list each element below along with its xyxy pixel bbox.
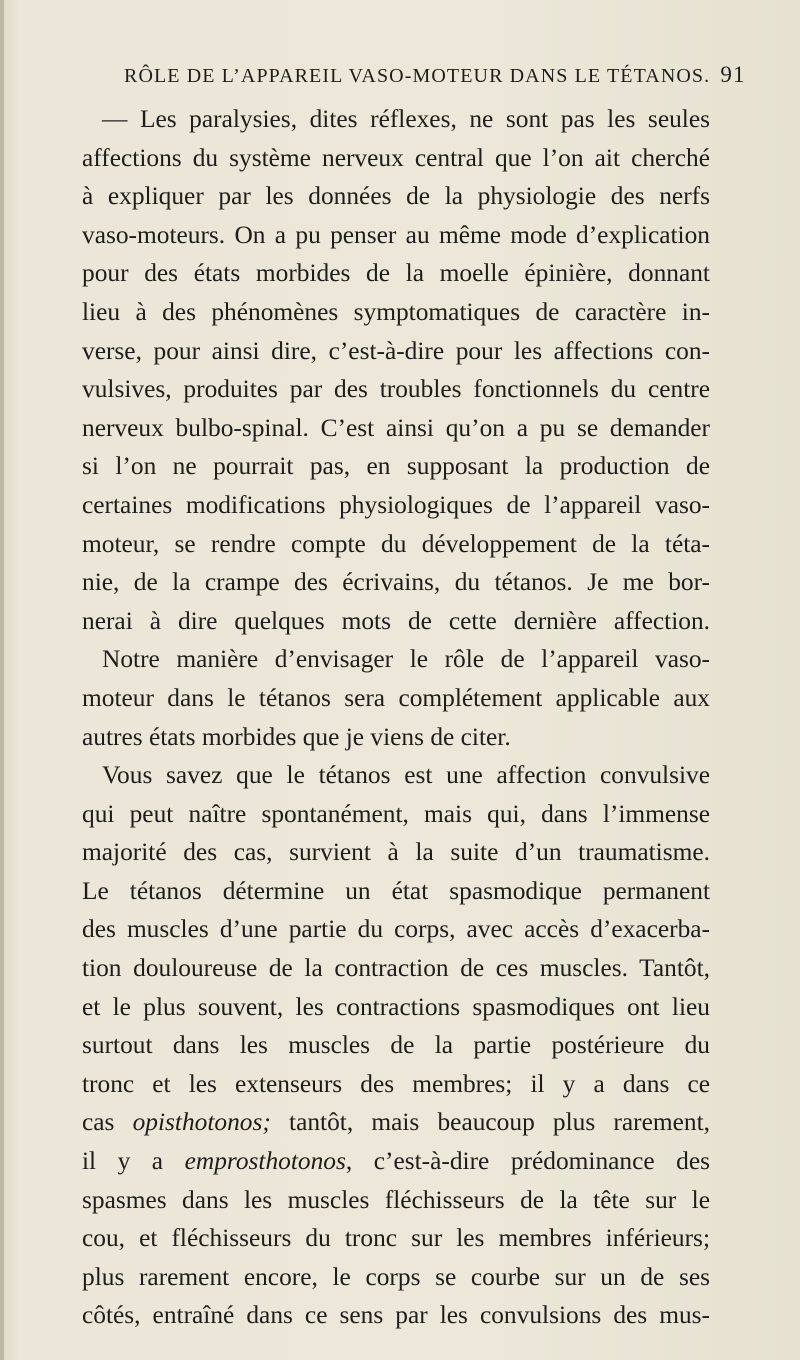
text-line: moteur dans le tétanos sera complétement applicable aux — [82, 683, 710, 712]
text-line — [82, 1103, 710, 1142]
running-header — [124, 62, 744, 88]
text-line: cou, et fléchisseurs du tronc sur les membres inférieurs; — [82, 1224, 710, 1253]
text-fragment: tantôt, mais beaucoup plus rarement, — [270, 1108, 710, 1137]
running-title: RÔLE DE L’APPAREIL VASO-MOTEUR DANS LE TÉTANOS. — [124, 65, 711, 87]
text-line: Notre manière d’envisager le rôle de l’appareil vaso- — [102, 645, 710, 674]
text-line: nerveux bulbo-spinal. C’est ainsi qu’on a pu se demander — [82, 413, 710, 442]
text-line: nie, de la crampe des écrivains, du tétanos. Je me bor- — [82, 568, 710, 597]
text-line: vulsives, produites par des troubles fonctionnels du centre — [82, 375, 710, 404]
italic-term: opisthotonos; — [132, 1108, 271, 1137]
text-fragment: il y a — [82, 1147, 185, 1176]
text-line: vaso-moteurs. On a pu penser au même mode d’explication — [82, 220, 710, 249]
text-line: et le plus souvent, les contractions spasmodiques ont lieu — [82, 992, 710, 1021]
text-line: — Les paralysies, dites réflexes, ne sont pas les seules — [102, 105, 710, 133]
text-line: tronc et les extenseurs des membres; il y a dans ce — [82, 1069, 710, 1098]
text-line: Le tétanos détermine un état spasmodique permanent — [82, 876, 710, 905]
text-line — [82, 1142, 710, 1181]
text-line: spasmes dans les muscles fléchisseurs de la tête sur le — [82, 1185, 710, 1214]
text-line: côtés, entraîné dans ce sens par les convulsions des mus- — [82, 1301, 710, 1330]
text-line: certaines modifications physiologiques de l’appareil vaso- — [82, 490, 710, 519]
italic-term: emprosthotonos — [184, 1147, 346, 1176]
text-line: affections du système nerveux central que l’on ait cherché — [82, 143, 710, 172]
text-line: plus rarement encore, le corps se courbe sur un de ses — [82, 1262, 710, 1291]
text-line: lieu à des phénomènes symptomatiques de caractère in- — [82, 297, 710, 326]
text-line: des muscles d’une partie du corps, avec accès d’exacerba- — [82, 915, 710, 944]
text-line: autres états morbides que je viens de citer. — [82, 722, 511, 751]
text-line: majorité des cas, survient à la suite d’un traumatisme. — [82, 838, 710, 867]
text-line: moteur, se rendre compte du développement de la téta- — [82, 529, 710, 558]
text-line: tion douloureuse de la contraction de ces muscles. Tantôt, — [82, 954, 710, 983]
text-line: si l’on ne pourrait pas, en supposant la production de — [82, 452, 710, 481]
text-line: verse, pour ainsi dire, c’est-à-dire pour les affections con- — [82, 336, 710, 365]
body-text — [82, 100, 710, 1335]
text-line: à expliquer par les données de la physiologie des nerfs — [82, 182, 710, 211]
text-line: nerai à dire quelques mots de cette dernière affection. — [82, 606, 710, 635]
text-line: pour des états morbides de la moelle épinière, donnant — [82, 259, 710, 288]
text-fragment: cas — [82, 1108, 133, 1137]
text-fragment: , c’est-à-dire prédominance des — [345, 1147, 710, 1176]
page-edge — [0, 0, 4, 1360]
text-line: qui peut naître spontanément, mais qui, dans l’immense — [82, 799, 710, 828]
page-number: 91 — [720, 62, 746, 87]
text-line: Vous savez que le tétanos est une affection convulsive — [102, 761, 710, 790]
text-line: surtout dans les muscles de la partie postérieure du — [82, 1031, 710, 1060]
